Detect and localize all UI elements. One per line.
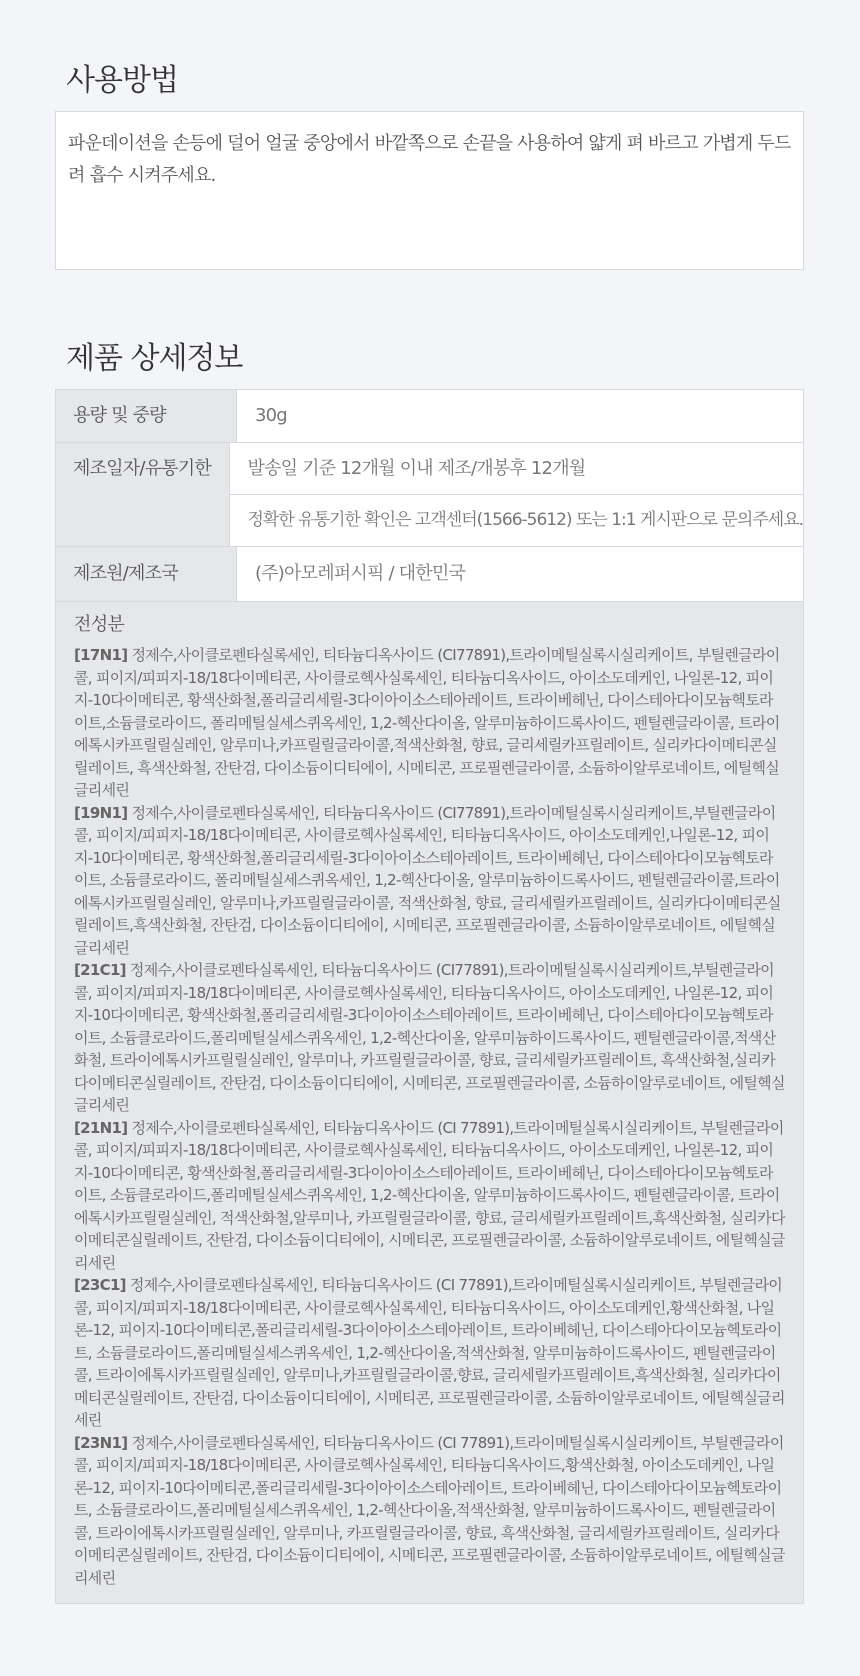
maker-row (56, 547, 803, 602)
ingredients-title: 전성분 (74, 614, 125, 635)
ingredient-list: 정제수,사이클로펜타실록세인, 티타늄디옥사이드 (CI 77891),트라이메틸실록시실리케이트, 부틸렌글라이콜, 피이지/피피지-18/18다이메티콘, 사이클로헥사실록세인, 티타늄디옥사이드, 아이소도데케인, 나일론-12, 피이지-10다이메티콘, 황색산화철,폴리글리세릴-3다이아이소스테아레이트, 트라이베헤닌, 다이스테아다이모늄헥토라이트, 소듐클로라이드,폴리메틸실세스퀴옥세인, 1,2-헥산다이올, 알루미늄하이드록사이드, 펜틸렌글라이콜, 트라이에톡시카프릴릴실레인, 적색산화철,알루미나, 카프릴릴글라이콜, 향료, 글리세릴카프릴레이트,흑색산화철, 실리카다이메티콘실릴레이트, 잔탄검, 다이소듐이디티에이, 시메티콘, 프로필렌글라이콜, 소듐하이알루로네이트, 에틸헥실글리세린 (74, 1118, 785, 1272)
maker-value: (주)아모레퍼시픽 / 대한민국 (237, 547, 803, 601)
shade-code: [19N1] (74, 803, 128, 822)
ingredient-list: 정제수,사이클로펜타실록세인, 티타늄디옥사이드 (CI 77891),트라이메틸실록시실리케이트, 부틸렌글라이콜, 피이지/피피지-18/18다이메티콘, 사이클로헥사실록세인, 티타늄디옥사이드, 아이소도데케인,황색산화철, 나일론-12, 피이지-10다이메티콘,폴리글리세릴-3다이아이소스테아레이트, 트라이베헤닌, 다이스테아다이모늄헥토라이트, 소듐클로라이드,폴리메틸실세스퀴옥세인, 1,2-헥산다이올,적색산화철, 알루미늄하이드록사이드, 펜틸렌글라이콜, 트라이에톡시카프릴릴실레인, 알루미나,카프릴릴글라이콜,향료, 글리세릴카프릴레이트,흑색산화철, 실리카다이메티콘실릴레이트, 잔탄검, 다이소듐이디티에이, 시메티콘, 프로필렌글라이콜, 소듐하이알루로네이트, 에틸헥실글리세린 (74, 1276, 785, 1429)
usage-description: 파운데이션을 손등에 덜어 얼굴 중앙에서 바깥쪽으로 손끝을 사용하여 얇게 펴 바르고 가볍게 두드려 흡수 시켜주세요. (55, 111, 804, 270)
ingredient-list: 정제수,사이클로펜타실록세인, 티타늄디옥사이드 (CI77891),트라이메틸실록시실리케이트,부틸렌글라이콜, 피이지/피피지-18/18다이메티콘, 사이클로헥사실록세인, 티타늄디옥사이드, 아이소도데케인, 나일론-12, 피이지-10다이메티콘, 황색산화철,폴리글리세릴-3다이아이소스테아레이트, 트라이베헤닌, 다이스테아다이모늄헥토라이트, 소듐클로라이드,폴리메틸실세스퀴옥세인, 1,2-헥산다이올, 알루미늄하이드록사이드, 펜틸렌글라이콜,적색산화철, 트라이에톡시카프릴릴실레인, 알루미나, 카프릴릴글라이콜, 향료, 글리세릴카프릴레이트, 흑색산화철,실리카다이메티콘실릴레이트, 잔탄검, 다이소듐이디티에이, 시메티콘, 프로필렌글라이콜, 소듐하이알루로네이트, 에틸헥실글리세린 (74, 961, 785, 1114)
ingredient-entry (74, 1274, 785, 1432)
ingredient-entry (74, 802, 785, 960)
ingredient-list: 정제수,사이클로펜타실록세인, 티타늄디옥사이드 (CI77891),트라이메틸실록시실리케이트, 부틸렌글라이콜, 피이지/피피지-18/18다이메티콘, 사이클로헥사실록세인, 티타늄디옥사이드, 아이소도데케인, 나일론-12, 피이지-10다이메티콘, 황색산화철,폴리글리세릴-3다이아이소스테아레이트, 트라이베헤닌, 다이스테아다이모늄헥토라이트,소듐클로라이드, 폴리메틸실세스퀴옥세인, 1,2-헥산다이올, 알루미늄하이드록사이드, 펜틸렌글라이콜, 트라이에톡시카프릴릴실레인, 알루미나,카프릴릴글라이콜,적색산화철, 향료, 글리세릴카프릴레이트, 실리카다이메티콘실릴레이트, 흑색산화철, 잔탄검, 다이소듐이디티에이, 시메티콘, 프로필렌글라이콜, 소듐하이알루로네이트, 에틸헥실글리세린 (74, 646, 780, 799)
capacity-row (56, 390, 803, 443)
shade-code: [23N1] (74, 1433, 128, 1452)
shade-code: [17N1] (74, 646, 128, 664)
date-values (230, 443, 804, 546)
date-row (56, 443, 803, 547)
detail-section-title: 제품 상세정보 (66, 341, 243, 376)
date-note: 정확한 유통기한 확인은 고객센터(1566-5612) 또는 1:1 게시판으로 문의주세요. (247, 510, 803, 530)
shade-code: [21C1] (74, 961, 126, 979)
shade-code: [23C1] (74, 1276, 126, 1294)
capacity-label: 용량 및 중량 (56, 390, 237, 442)
maker-label: 제조원/제조국 (56, 547, 237, 601)
ingredient-list: 정제수,사이클로펜타실록세인, 티타늄디옥사이드 (CI 77891),트라이메틸실록시실리케이트, 부틸렌글라이콜, 피이지/피피지-18/18다이메티콘, 사이클로헥사실록세인, 티타늄디옥사이드,황색산화철, 아이소도데케인, 나일론-12, 피이지-10다이메티콘,폴리글리세릴-3다이아이소스테아레이트, 트라이베헤닌, 다이스테아다이모늄헥토라이트, 소듐클로라이드,폴리메틸실세스퀴옥세인, 1,2-헥산다이올,적색산화철, 알루미늄하이드록사이드, 펜틸렌글라이콜, 트라이에톡시카프릴릴실레인, 알루미나, 카프릴릴글라이콜, 향료, 흑색산화철, 글리세릴카프릴레이트, 실리카다이메티콘실릴레이트, 잔탄검, 다이소듐이디티에이, 시메티콘, 프로필렌글라이콜, 소듐하이알루로네이트, 에틸헥실글리세린 (74, 1433, 785, 1587)
ingredient-entry (74, 1432, 785, 1590)
ingredient-entry (74, 644, 785, 802)
ingredient-list: 정제수,사이클로펜타실록세인, 티타늄디옥사이드 (CI77891),트라이메틸실록시실리케이트,부틸렌글라이콜, 피이지/피피지-18/18다이메티콘, 사이클로헥사실록세인, 티타늄디옥사이드, 아이소도데케인,나일론-12, 피이지-10다이메티콘, 황색산화철,폴리글리세릴-3다이아이소스테아레이트, 트라이베헤닌, 다이스테아다이모늄헥토라이트, 소듐클로라이드, 폴리메틸실세스퀴옥세인, 1,2-헥산다이올, 알루미늄하이드록사이드, 펜틸렌글라이콜,트라이에톡시카프릴릴실레인, 알루미나,카프릴릴글라이콜, 적색산화철, 향료, 글리세릴카프릴레이트, 실리카다이메티콘실릴레이트,흑색산화철, 잔탄검, 다이소듐이디티에이, 시메티콘, 프로필렌글라이콜, 소듐하이알루로네이트, 에틸헥실글리세린 (74, 803, 781, 957)
capacity-value: 30g (237, 390, 803, 442)
shade-code: [21N1] (74, 1118, 128, 1137)
date-value: 발송일 기준 12개월 이내 제조/개봉후 12개월 (230, 443, 804, 495)
date-label: 제조일자/유통기한 (56, 443, 230, 546)
ingredient-entry (74, 959, 785, 1117)
product-detail-table (55, 389, 804, 1604)
ingredients-section (56, 602, 803, 1603)
usage-section-title: 사용방법 (66, 63, 178, 98)
ingredient-entry (74, 1117, 785, 1275)
